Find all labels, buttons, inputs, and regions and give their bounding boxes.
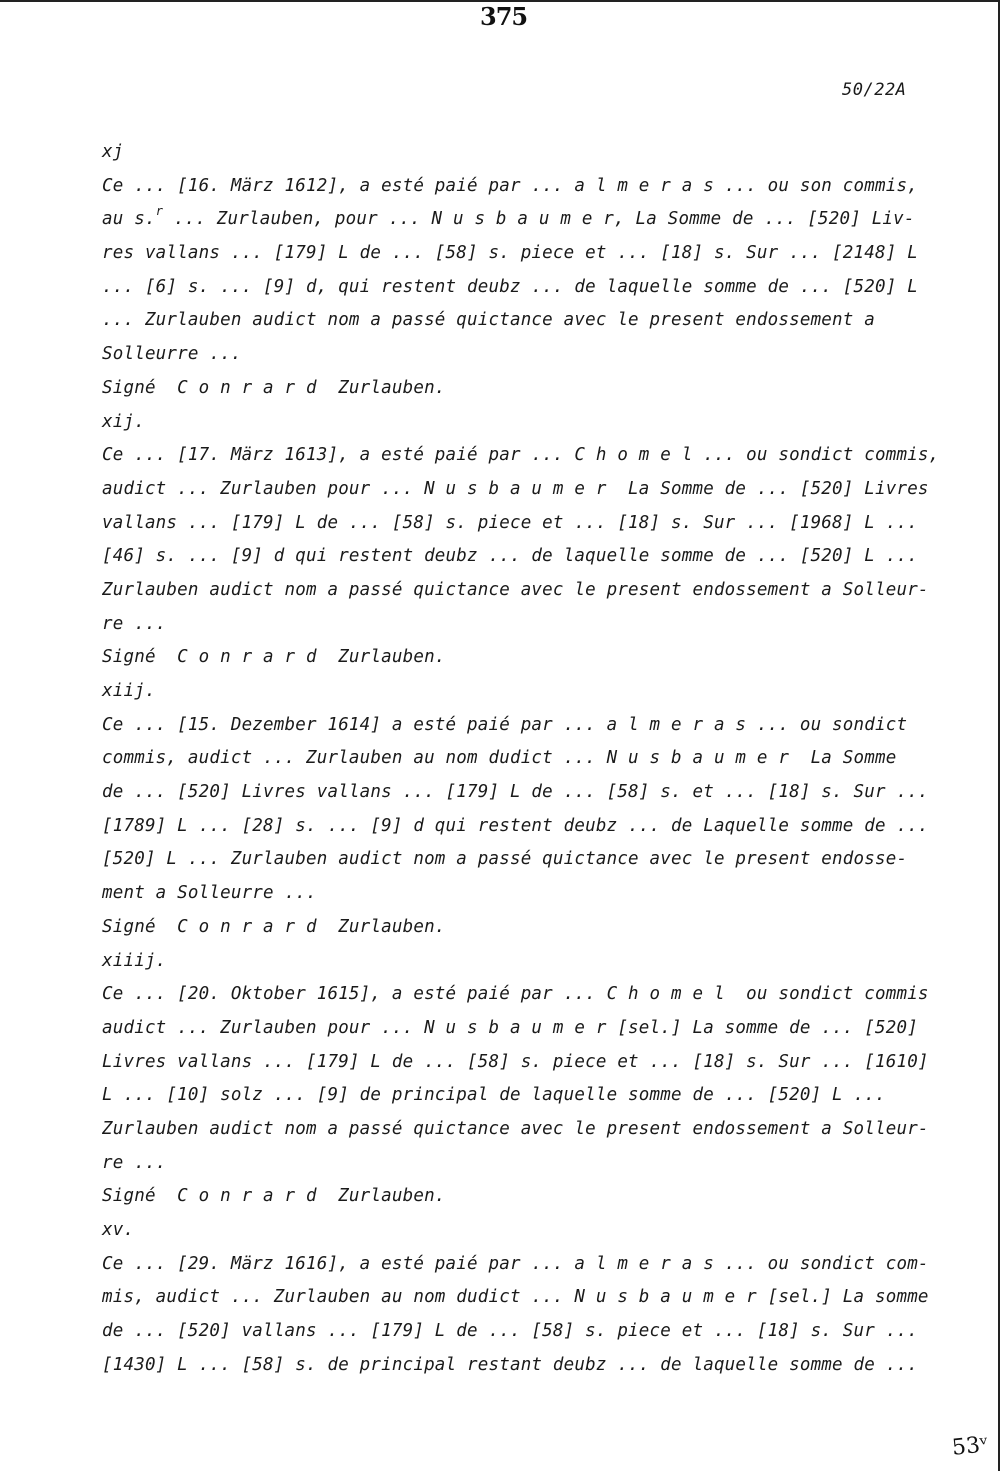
text-line: [46] s. ... [9] d qui restent deubz ... de laquelle somme de ... [520] L ... [102, 546, 918, 567]
superscript: r [155, 204, 164, 219]
text-line: Solleurre ... [102, 344, 242, 365]
text-line: Ce ... [20. Oktober 1615], a esté paié par ... C h o m e l ou sondict commis [102, 984, 929, 1005]
text-line: xj [102, 142, 124, 162]
signature-line: Signé C o n r a r d Zurlauben. [102, 916, 446, 937]
text-line: re ... [102, 1152, 167, 1173]
text-line: Ce ... [15. Dezember 1614] a esté paié par ... a l m e r a s ... ou sondict [102, 714, 908, 735]
entry-number: xij. [102, 411, 145, 432]
text-line: commis, audict ... Zurlauben au nom dudict ... N u s b a u m e r La Somme [102, 748, 897, 769]
text-line: Ce ... [16. März 1612], a esté paié par ... a l m e r a s ... ou son commis, [102, 175, 918, 196]
text-line: ... Zurlauben audict nom a passé quictance avec le present endossement a [102, 310, 875, 331]
document-body [102, 136, 940, 1382]
text-line: res vallans ... [179] L de ... [58] s. piece et ... [18] s. Sur ... [2148] L [102, 243, 918, 264]
text-line: vallans ... [179] L de ... [58] s. piece et ... [18] s. Sur ... [1968] L ... [102, 512, 918, 533]
entry-number: xv. [102, 1220, 135, 1240]
entry-number: xiiij. [102, 950, 167, 971]
entry-number: xiij. [102, 681, 156, 701]
text-line: au s.$^r$ ... Zurlauben, pour ... N u s b a u m e r, La Somme de ... [520] Liv- [102, 204, 915, 230]
text-line: ment a Solleurre ... [102, 883, 317, 904]
text-line: mis, audict ... Zurlauben au nom dudict ... N u s b a u m e r [sel.] La somme [102, 1287, 929, 1308]
text-line: de ... [520] Livres vallans ... [179] L de ... [58] s. et ... [18] s. Sur ... [102, 782, 929, 803]
text-line: Ce ... [29. März 1616], a esté paié par ... a l m e r a s ... ou sondict com- [102, 1253, 929, 1274]
folio-number-bottom: 53ᵛ [950, 1432, 990, 1461]
text-line: Zurlauben audict nom a passé quictance avec le present endossement a Solleur- [102, 1118, 929, 1139]
text-line: de ... [520] vallans ... [179] L de ... [58] s. piece et ... [18] s. Sur ... [102, 1321, 918, 1342]
signature-line: Signé C o n r a r d Zurlauben. [102, 647, 446, 668]
signature-line: Signé C o n r a r d Zurlauben. [102, 1186, 446, 1207]
text-line: audict ... Zurlauben pour ... N u s b a u m e r [sel.] La somme de ... [520] [102, 1017, 918, 1038]
text-line: [1789] L ... [28] s. ... [9] d qui restent deubz ... de Laquelle somme de ... [102, 815, 929, 836]
text-line: L ... [10] solz ... [9] de principal de laquelle somme de ... [520] L ... [102, 1085, 886, 1106]
text-line: [1430] L ... [58] s. de principal restant deubz ... de laquelle somme de ... [102, 1354, 918, 1375]
text-line: Livres vallans ... [179] L de ... [58] s. piece et ... [18] s. Sur ... [1610] [102, 1051, 929, 1072]
text-line: re ... [102, 613, 167, 634]
text-line: Ce ... [17. März 1613], a esté paié par ... C h o m e l ... ou sondict commis, [102, 445, 940, 466]
text-line: audict ... Zurlauben pour ... N u s b a u m e r La Somme de ... [520] Livres [102, 478, 929, 499]
reference-number: 50/22A [842, 80, 907, 100]
signature-line: Signé C o n r a r d Zurlauben. [102, 377, 446, 398]
text-line: Zurlauben audict nom a passé quictance avec le present endossement a Solleur- [102, 579, 929, 600]
folio-number-top: 375 [480, 2, 528, 31]
text-line: ... [6] s. ... [9] d, qui restent deubz ... de laquelle somme de ... [520] L [102, 276, 918, 297]
text-line: [520] L ... Zurlauben audict nom a passé quictance avec le present endosse- [102, 849, 908, 870]
